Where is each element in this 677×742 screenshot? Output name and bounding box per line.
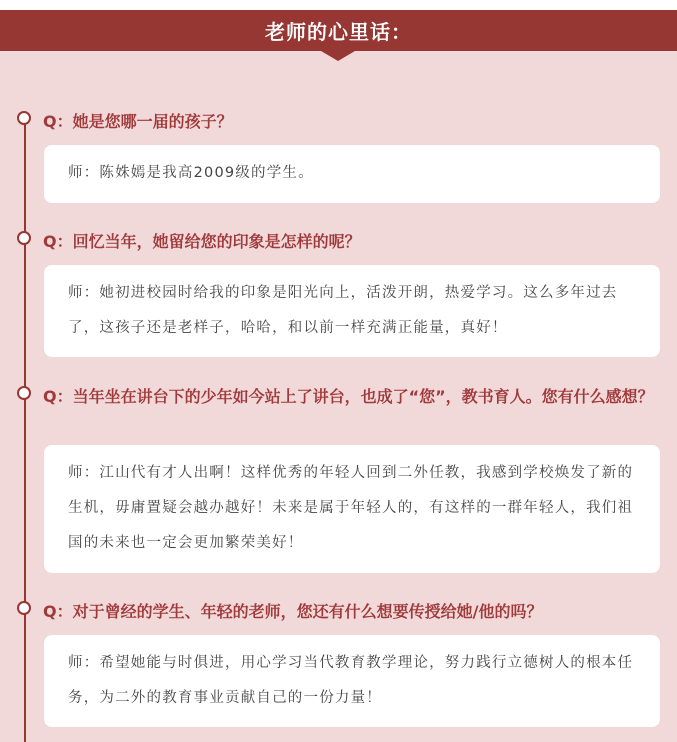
answer-card xyxy=(44,145,660,203)
section-title: 老师的心里话： xyxy=(265,20,412,44)
answer-card xyxy=(44,445,660,573)
answer-card xyxy=(44,265,660,357)
answer-text: 师：她初进校园时给我的印象是阳光向上，活泼开朗，热爱学习。这么多年过去了，这孩子还是老样子，哈哈，和以前一样充满正能量，真好！ xyxy=(68,285,618,336)
timeline-dot-icon xyxy=(17,111,31,125)
timeline-dot-icon xyxy=(17,601,31,615)
question-text: Q：对于曾经的学生、年轻的老师，您还有什么想要传授给她/他的吗？ xyxy=(43,602,543,621)
answer-text: 师：希望她能与时俱进，用心学习当代教育教学理论，努力践行立德树人的根本任务，为二外的教育事业贡献自己的一份力量！ xyxy=(68,655,634,706)
answer-text: 师：江山代有才人出啊！这样优秀的年轻人回到二外任教，我感到学校焕发了新的生机，毋庸置疑会越办越好！未来是属于年轻人的，有这样的一群年轻人，我们祖国的未来也一定会更加繁荣美好！ xyxy=(68,465,634,551)
timeline-dot-icon xyxy=(17,231,31,245)
question-text: Q：她是您哪一届的孩子？ xyxy=(43,112,233,131)
question-text: Q：当年坐在讲台下的少年如今站上了讲台，也成了“您”，教书育人。您有什么感想？ xyxy=(43,387,654,406)
timeline-dot-icon xyxy=(17,386,31,400)
header-notch-icon xyxy=(321,51,355,61)
answer-card xyxy=(44,635,660,727)
answer-text: 师：陈姝嫣是我高2009级的学生。 xyxy=(68,165,314,181)
section-header xyxy=(0,10,677,51)
question-text: Q：回忆当年，她留给您的印象是怎样的呢？ xyxy=(43,232,361,251)
timeline-line xyxy=(24,118,26,742)
